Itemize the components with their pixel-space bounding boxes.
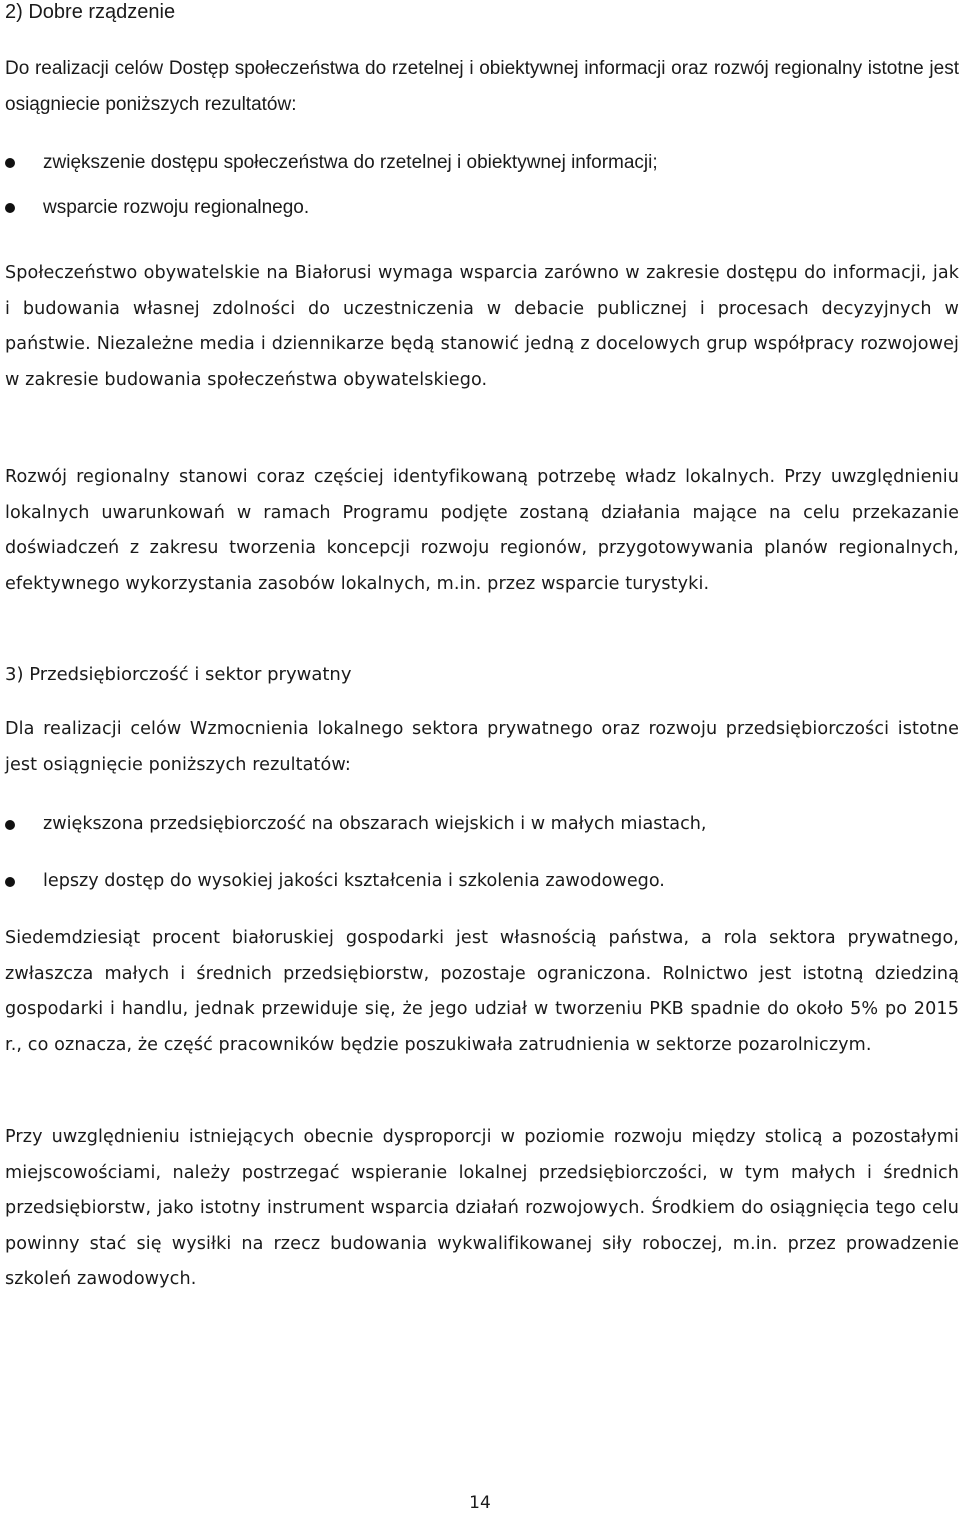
section-heading-dobre-rzadzenie: 2) Dobre rządzenie	[5, 1, 176, 23]
body-paragraph-entrepreneurship-support: Przy uwzględnieniu istniejących obecnie dysproporcji w poziomie rozwoju między stolicą a pozostałymi miejscowościami, należy postrzegać wspieranie lokalnej przedsiębiorczości, w tym małych i średnich przedsiębiorstw, jako istotny instrument wsparcia działań rozwojowych. Środkiem do osiągnięcia tego celu powinny stać się wysiłki na rzecz budowania wykwalifikowanej siły roboczej, m.in. przez prowadzenie szkoleń zawodowych.	[5, 1127, 959, 1289]
results-bullet-list	[5, 143, 959, 228]
list-item	[5, 143, 959, 183]
list-item-text: wsparcie rozwoju regionalnego.	[43, 197, 310, 218]
list-item-text: zwiększona przedsiębiorczość na obszarach wiejskich i w małych miastach,	[43, 814, 707, 834]
body-paragraph-civil-society: Społeczeństwo obywatelskie na Białorusi wymaga wsparcia zarówno w zakresie dostępu do informacji, jak i budowania własnej zdolności do uczestniczenia w debacie publicznej i procesach decyzyjnych w państwie. Niezależne media i dziennikarze będą stanowić jedną z docelowych grup współpracy rozwojowej w zakresie budowania społeczeństwa obywatelskiego.	[5, 263, 959, 390]
results-bullet-list	[5, 796, 959, 910]
section-intro-paragraph: Do realizacji celów Dostęp społeczeństwa do rzetelnej i obiektywnej informacji oraz rozwój regionalny istotne jest osiągniecie poniższych rezultatów:	[5, 58, 959, 115]
body-paragraph-private-sector: Siedemdziesiąt procent białoruskiej gospodarki jest własnością państwa, a rola sektora prywatnego, zwłaszcza małych i średnich przedsiębiorstw, pozostaje ograniczona. Rolnictwo jest istotną dziedziną gospodarki i handlu, jednak przewiduje się, że jego udział w tworzeniu PKB spadnie do około 5% po 2015 r., co oznacza, że część pracowników będzie poszukiwała zatrudnienia w sektorze pozarolniczym.	[5, 928, 959, 1055]
list-item-text: lepszy dostęp do wysokiej jakości kształcenia i szkolenia zawodowego.	[43, 871, 665, 891]
bullet-icon	[5, 877, 15, 887]
bullet-icon	[5, 158, 15, 168]
bullet-icon	[5, 203, 15, 213]
section-intro-paragraph: Dla realizacji celów Wzmocnienia lokalnego sektora prywatnego oraz rozwoju przedsiębiorczości istotne jest osiągnięcie poniższych rezultatów:	[5, 719, 959, 775]
list-item	[5, 188, 959, 228]
list-item-text: zwiększenie dostępu społeczeństwa do rzetelnej i obiektywnej informacji;	[43, 152, 658, 173]
page-number: 14	[469, 1493, 491, 1513]
body-paragraph-regional-development: Rozwój regionalny stanowi coraz częściej identyfikowaną potrzebę władz lokalnych. Przy uwzględnieniu lokalnych uwarunkowań w ramach Programu podjęte zostaną działania mające na celu przekazanie doświadczeń z zakresu tworzenia koncepcji rozwoju regionów, przygotowywania planów regionalnych, efektywnego wykorzystania zasobów lokalnych, m.in. przez wsparcie turystyki.	[5, 467, 959, 594]
section-heading-przedsiebiorczosc: 3) Przedsiębiorczość i sektor prywatny	[5, 664, 352, 685]
bullet-icon	[5, 820, 15, 830]
list-item	[5, 853, 959, 910]
list-item	[5, 796, 959, 853]
